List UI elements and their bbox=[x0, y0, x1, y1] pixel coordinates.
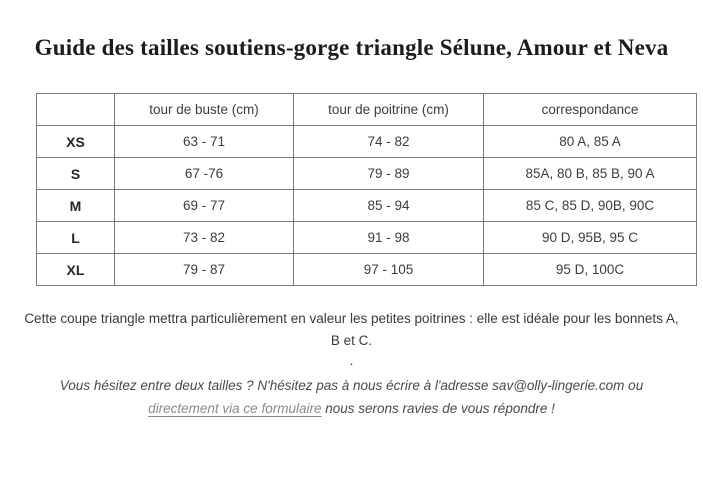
poitrine-value: 97 - 105 bbox=[294, 254, 484, 286]
table-header-poitrine: tour de poitrine (cm) bbox=[294, 94, 484, 126]
size-label: XS bbox=[37, 126, 115, 158]
correspondance-value: 80 A, 85 A bbox=[484, 126, 697, 158]
table-row bbox=[37, 158, 697, 190]
separator-dot: . bbox=[349, 353, 354, 368]
buste-value: 63 - 71 bbox=[115, 126, 294, 158]
table-row bbox=[37, 126, 697, 158]
table-header-row bbox=[37, 94, 697, 126]
correspondance-value: 90 D, 95B, 95 C bbox=[484, 222, 697, 254]
correspondance-value: 85 C, 85 D, 90B, 90C bbox=[484, 190, 697, 222]
contact-note-suffix: nous serons ravies de vous répondre ! bbox=[321, 401, 555, 416]
buste-value: 73 - 82 bbox=[115, 222, 294, 254]
table-header-correspondance: correspondance bbox=[484, 94, 697, 126]
buste-value: 69 - 77 bbox=[115, 190, 294, 222]
table-row bbox=[37, 254, 697, 286]
table-row bbox=[37, 190, 697, 222]
size-label: XL bbox=[37, 254, 115, 286]
table-header-buste: tour de buste (cm) bbox=[115, 94, 294, 126]
poitrine-value: 85 - 94 bbox=[294, 190, 484, 222]
table-row bbox=[37, 222, 697, 254]
size-label: L bbox=[37, 222, 115, 254]
contact-form-link[interactable]: directement via ce formulaire bbox=[148, 401, 322, 416]
size-guide-table bbox=[36, 93, 697, 286]
poitrine-value: 79 - 89 bbox=[294, 158, 484, 190]
table-header-size bbox=[37, 94, 115, 126]
page-title: Guide des tailles soutiens-gorge triangle Sélune, Amour et Neva bbox=[34, 35, 669, 60]
contact-note bbox=[39, 374, 664, 420]
poitrine-value: 91 - 98 bbox=[294, 222, 484, 254]
size-label: S bbox=[37, 158, 115, 190]
buste-value: 67 -76 bbox=[115, 158, 294, 190]
correspondance-value: 95 D, 100C bbox=[484, 254, 697, 286]
buste-value: 79 - 87 bbox=[115, 254, 294, 286]
correspondance-value: 85A, 80 B, 85 B, 90 A bbox=[484, 158, 697, 190]
size-label: M bbox=[37, 190, 115, 222]
poitrine-value: 74 - 82 bbox=[294, 126, 484, 158]
fit-note: Cette coupe triangle mettra particulièrement en valeur les petites poitrines : elle est idéale pour les bonnets A, B et C. bbox=[24, 311, 679, 348]
contact-note-prefix: Vous hésitez entre deux tailles ? N'hésitez pas à nous écrire à l'adresse sav@olly-lingerie.com ou bbox=[59, 378, 644, 393]
